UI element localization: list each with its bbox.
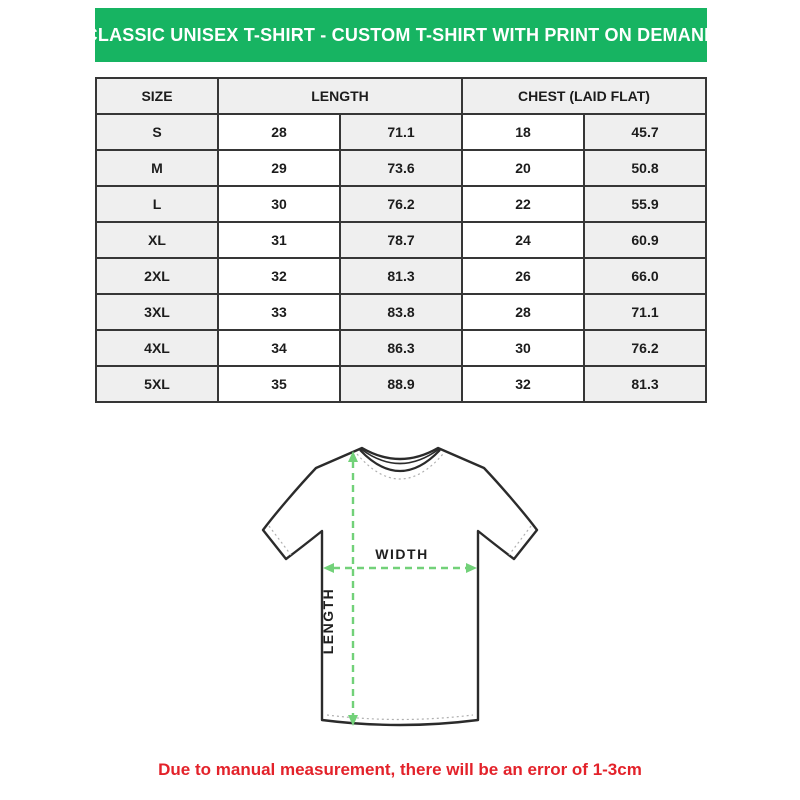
table-header-row bbox=[96, 78, 706, 114]
chest-cm-cell: 50.8 bbox=[584, 150, 706, 186]
length-in-cell: 31 bbox=[218, 222, 340, 258]
table-row bbox=[96, 186, 706, 222]
table-row bbox=[96, 258, 706, 294]
length-arrow-label: LENGTH bbox=[320, 587, 336, 655]
table-row bbox=[96, 294, 706, 330]
length-cm-cell: 73.6 bbox=[340, 150, 462, 186]
length-cm-cell: 81.3 bbox=[340, 258, 462, 294]
chest-cm-cell: 45.7 bbox=[584, 114, 706, 150]
length-in-cell: 29 bbox=[218, 150, 340, 186]
chest-cm-cell: 60.9 bbox=[584, 222, 706, 258]
size-cell: 5XL bbox=[96, 366, 218, 402]
length-in-cell: 32 bbox=[218, 258, 340, 294]
size-cell: XL bbox=[96, 222, 218, 258]
tshirt-outline bbox=[263, 448, 537, 725]
page-title: CLASSIC UNISEX T-SHIRT - CUSTOM T-SHIRT WITH PRINT ON DEMAND bbox=[84, 24, 718, 45]
chest-in-cell: 26 bbox=[462, 258, 584, 294]
table-row bbox=[96, 114, 706, 150]
table-row bbox=[96, 330, 706, 366]
table-row bbox=[96, 150, 706, 186]
size-cell: 3XL bbox=[96, 294, 218, 330]
column-header-length: LENGTH bbox=[218, 78, 462, 114]
size-chart-table bbox=[95, 77, 707, 403]
chest-in-cell: 32 bbox=[462, 366, 584, 402]
chest-in-cell: 28 bbox=[462, 294, 584, 330]
size-cell: 2XL bbox=[96, 258, 218, 294]
chest-in-cell: 22 bbox=[462, 186, 584, 222]
size-cell: 4XL bbox=[96, 330, 218, 366]
chest-cm-cell: 55.9 bbox=[584, 186, 706, 222]
length-in-cell: 35 bbox=[218, 366, 340, 402]
chest-cm-cell: 81.3 bbox=[584, 366, 706, 402]
length-cm-cell: 83.8 bbox=[340, 294, 462, 330]
size-cell: M bbox=[96, 150, 218, 186]
title-banner bbox=[84, 8, 718, 62]
chest-cm-cell: 71.1 bbox=[584, 294, 706, 330]
size-cell: L bbox=[96, 186, 218, 222]
column-header-chest: CHEST (LAID FLAT) bbox=[462, 78, 706, 114]
length-cm-cell: 88.9 bbox=[340, 366, 462, 402]
chest-in-cell: 20 bbox=[462, 150, 584, 186]
chest-in-cell: 24 bbox=[462, 222, 584, 258]
length-in-cell: 33 bbox=[218, 294, 340, 330]
chest-cm-cell: 76.2 bbox=[584, 330, 706, 366]
length-cm-cell: 76.2 bbox=[340, 186, 462, 222]
length-in-cell: 28 bbox=[218, 114, 340, 150]
column-header-size: SIZE bbox=[96, 78, 218, 114]
length-cm-cell: 78.7 bbox=[340, 222, 462, 258]
length-in-cell: 30 bbox=[218, 186, 340, 222]
length-cm-cell: 86.3 bbox=[340, 330, 462, 366]
length-in-cell: 34 bbox=[218, 330, 340, 366]
size-cell: S bbox=[96, 114, 218, 150]
table-row bbox=[96, 366, 706, 402]
length-cm-cell: 71.1 bbox=[340, 114, 462, 150]
width-arrow-label: WIDTH bbox=[375, 546, 429, 562]
measurement-disclaimer bbox=[0, 760, 800, 780]
chest-in-cell: 18 bbox=[462, 114, 584, 150]
tshirt-measurement-diagram bbox=[248, 430, 552, 750]
table-row bbox=[96, 222, 706, 258]
chest-cm-cell: 66.0 bbox=[584, 258, 706, 294]
chest-in-cell: 30 bbox=[462, 330, 584, 366]
disclaimer-text: Due to manual measurement, there will be an error of 1-3cm bbox=[158, 760, 642, 779]
